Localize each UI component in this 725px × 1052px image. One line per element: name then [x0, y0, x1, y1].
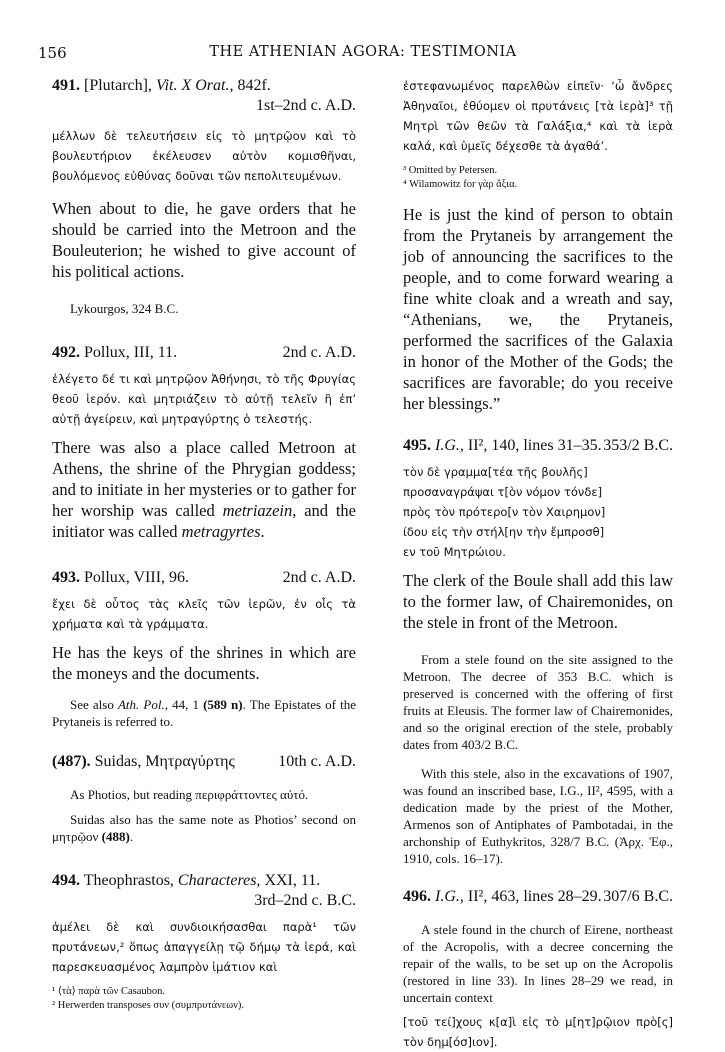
entry-494 — [52, 871, 356, 1013]
footnotes — [403, 164, 673, 192]
page-number: 156 — [38, 44, 67, 62]
entry-date: 10th c. A.D. — [278, 753, 356, 770]
translation: He is just the kind of person to obtain from the Prytaneis by arrangement the job of announcing the sacrifices to the people, and to come forward wearing a fine white cloak and a wreath and say, “Athenians, we, the Prytaneis, performed the sacrifices of the Galaxia in honor of the Mother of the Gods; the sacrifices are favorable; do you receive her blessings.” — [403, 205, 673, 413]
entry-number: 493. — [52, 569, 80, 586]
term-metragyrtes: metragyrtes — [181, 522, 261, 541]
entry-495 — [403, 436, 673, 867]
inscription-line: τὸν δὲ γραμμα[τέα τῆς βουλῆς] — [403, 465, 588, 479]
entry-date: 2nd c. A.D. — [282, 569, 356, 586]
term-metriazein: metriazein — [222, 501, 293, 520]
translation: There was also a place called Metroon at Athens, the shrine of the Phrygian goddess; and to initiate in her mysteries or to gather for her worship was called metriazein, and the initiator was called metragyrtes. — [52, 438, 356, 541]
greek-inscription — [403, 462, 673, 562]
commentary: With this stele, also in the excavations of 1907, was found an inscribed base, I.G., II², 4595, with a dedication made by the priest of the Mother, Armenos son of Antiphates of Pambotadai, in the archonship of Euthykritos, 328/7 B.C. (Ἀρχ. Ἐφ., 1910, cols. 16–17). — [403, 766, 673, 866]
greek-text: [τοῦ τεί]χους κ[α]ὶ εἰς τὸ μ[ητ]ρῷιον πρὸ[ς] τὸν δημ[όσ]ιον]. — [403, 1015, 673, 1049]
inscription-line: πρὸς τὸν πρότερο[ν τὸν Χαιρημον] — [403, 505, 606, 519]
entry-source: [Plutarch], — [84, 77, 152, 94]
right-column — [403, 76, 673, 1052]
commentary: As Photios, but reading περιφράττοντες αὐτό. — [70, 787, 309, 802]
entry-492 — [52, 343, 356, 542]
entry-reference: 842f. — [233, 77, 271, 94]
translation: When about to die, he gave orders that he should be carried into the Metroon and the Bouleuterion; he wished to give account of his political actions. — [52, 199, 356, 281]
entry-date: 353/2 B.C. — [603, 437, 673, 454]
entry-number: 496. — [403, 888, 431, 905]
commentary: From a stele found on the site assigned to the Metroon. The decree of 353 B.C. which is preserved is concerned with the offering of first fruits at Eleusis. The former law of Chairemonides, and so the original erection of the stele, probably dates from 403/2 B.C. — [403, 652, 673, 752]
translation: The clerk of the Boule shall add this law to the former law, of Chairemonides, on the stele in front of the Metroon. — [403, 571, 673, 632]
entry-number: 495. — [403, 437, 431, 454]
inscription-line: εν τοῦ Μητρώιου. — [403, 545, 506, 559]
left-column — [52, 76, 356, 1013]
entry-date: 307/6 B.C. — [603, 888, 673, 905]
entry-number: 494. — [52, 872, 80, 889]
greek-text: μέλλων δὲ τελευτήσειν εἰς τὸ μητρῷον καὶ τὸ βουλευτήριον ἐκέλευσεν αὐτὸν κομισθῆναι, βουλόμενος εὐθύνας δοῦναι τῶν πεπολιτευμένων. — [52, 129, 356, 183]
greek-text: ἔχει δὲ οὗτος τὰς κλεῖς τῶν ἱερῶν, ἐν οἷς τὰ χρήματα καὶ τὰ γράμματα. — [52, 597, 356, 631]
entry-source: Pollux, III, 11. — [84, 344, 178, 361]
commentary: Suidas also has the same note as Photios’ second on μητρῷον (488). — [52, 812, 356, 844]
entry-work: Vit. X Orat., — [155, 77, 234, 94]
inscription-line: προσαναγράψαι τ[ὸν νόμον τόνδε] — [403, 485, 603, 499]
commentary: Lykourgos, 324 B.C. — [70, 301, 179, 316]
entry-work: Characteres, — [177, 872, 261, 889]
running-head: THE ATHENIAN AGORA: TESTIMONIA — [209, 44, 517, 60]
entry-reference: II², 140, lines 31–35. — [463, 437, 602, 454]
greek-text: ἐλέγετο δέ τι καὶ μητρῷον Ἀθήνησι, τὸ τῆς Φρυγίας θεοῦ ἱερόν. καὶ μητριάζειν τὸ αὐτῇ τελεῖν ἢ ἐπ’ αὐτῇ ἀγείρειν, καὶ μητραγύρτης ὁ τελεστής. — [52, 372, 356, 426]
translation: He has the keys of the shrines in which are the moneys and the documents. — [52, 643, 356, 683]
entry-source: Pollux, VIII, 96. — [84, 569, 190, 586]
entry-491 — [52, 76, 356, 317]
entry-number: 491. — [52, 77, 80, 94]
entry-source: Theophrastos, — [83, 872, 174, 889]
commentary: See also Ath. Pol., 44, 1 (589 n). The Epistates of the Prytaneis is referred to. — [52, 697, 357, 729]
entry-source: I.G., — [435, 888, 464, 905]
footnote: ⁴ Wilamowitz for γὰρ ἄξια. — [403, 179, 518, 190]
greek-text: ἀμέλει δὲ καὶ συνδιοικήσασθαι παρὰ¹ τῶν πρυτάνεων,² ὅπως ἀπαγγείλῃ τῷ δήμῳ τὰ ἱερά, καὶ παρεσκευασμένος λαμπρὸν ἱμάτιον καὶ — [52, 920, 356, 974]
page-header — [38, 44, 688, 66]
entry-date: 1st–2nd c. A.D. — [256, 97, 356, 114]
entry-487 — [52, 752, 356, 845]
greek-text-continued: ἐστεφανωμένος παρελθὼν εἰπεῖν· ‘ὦ ἄνδρες Ἀθηναῖοι, ἐθύομεν οἱ πρυτάνεις [τὰ ἱερὰ]³ τῇ Μητρὶ τῶν θεῶν τὰ Γαλάξια,⁴ καὶ τὰ ἱερὰ καλά, καὶ ὑμεῖς δέχεσθε τὰ ἀγαθά’. — [403, 79, 673, 153]
footnotes — [52, 985, 356, 1013]
entry-source: Suidas, Μητραγύρτης — [94, 753, 235, 770]
entry-reference: XXI, 11. — [260, 872, 321, 889]
entry-source: I.G., — [435, 437, 464, 454]
entry-date: 2nd c. A.D. — [282, 344, 356, 361]
commentary: A stele found in the church of Eirene, northeast of the Acropolis, with a decree concerning the repair of the walls, to be set up on the Acropolis (restored in line 33). In lines 28–29 we read, in uncertain context — [403, 922, 673, 1005]
entry-493 — [52, 568, 356, 730]
footnote: ² Herwerden transposes συν (συμπρυτάνεων). — [52, 1000, 245, 1011]
entry-number: 492. — [52, 344, 80, 361]
footnote: ¹ ⟨τὰ⟩ παρὰ τῶν Casaubon. — [52, 986, 166, 997]
footnote: ³ Omitted by Petersen. — [403, 165, 498, 176]
entry-number: (487). — [52, 753, 91, 770]
entry-496 — [403, 887, 673, 1052]
entry-reference: II², 463, lines 28–29. — [463, 888, 602, 905]
entry-date: 3rd–2nd c. B.C. — [254, 892, 356, 909]
inscription-line: ίδου εἰς τὴν στήλ[ην τὴν ἔμπροσθ] — [403, 525, 605, 539]
